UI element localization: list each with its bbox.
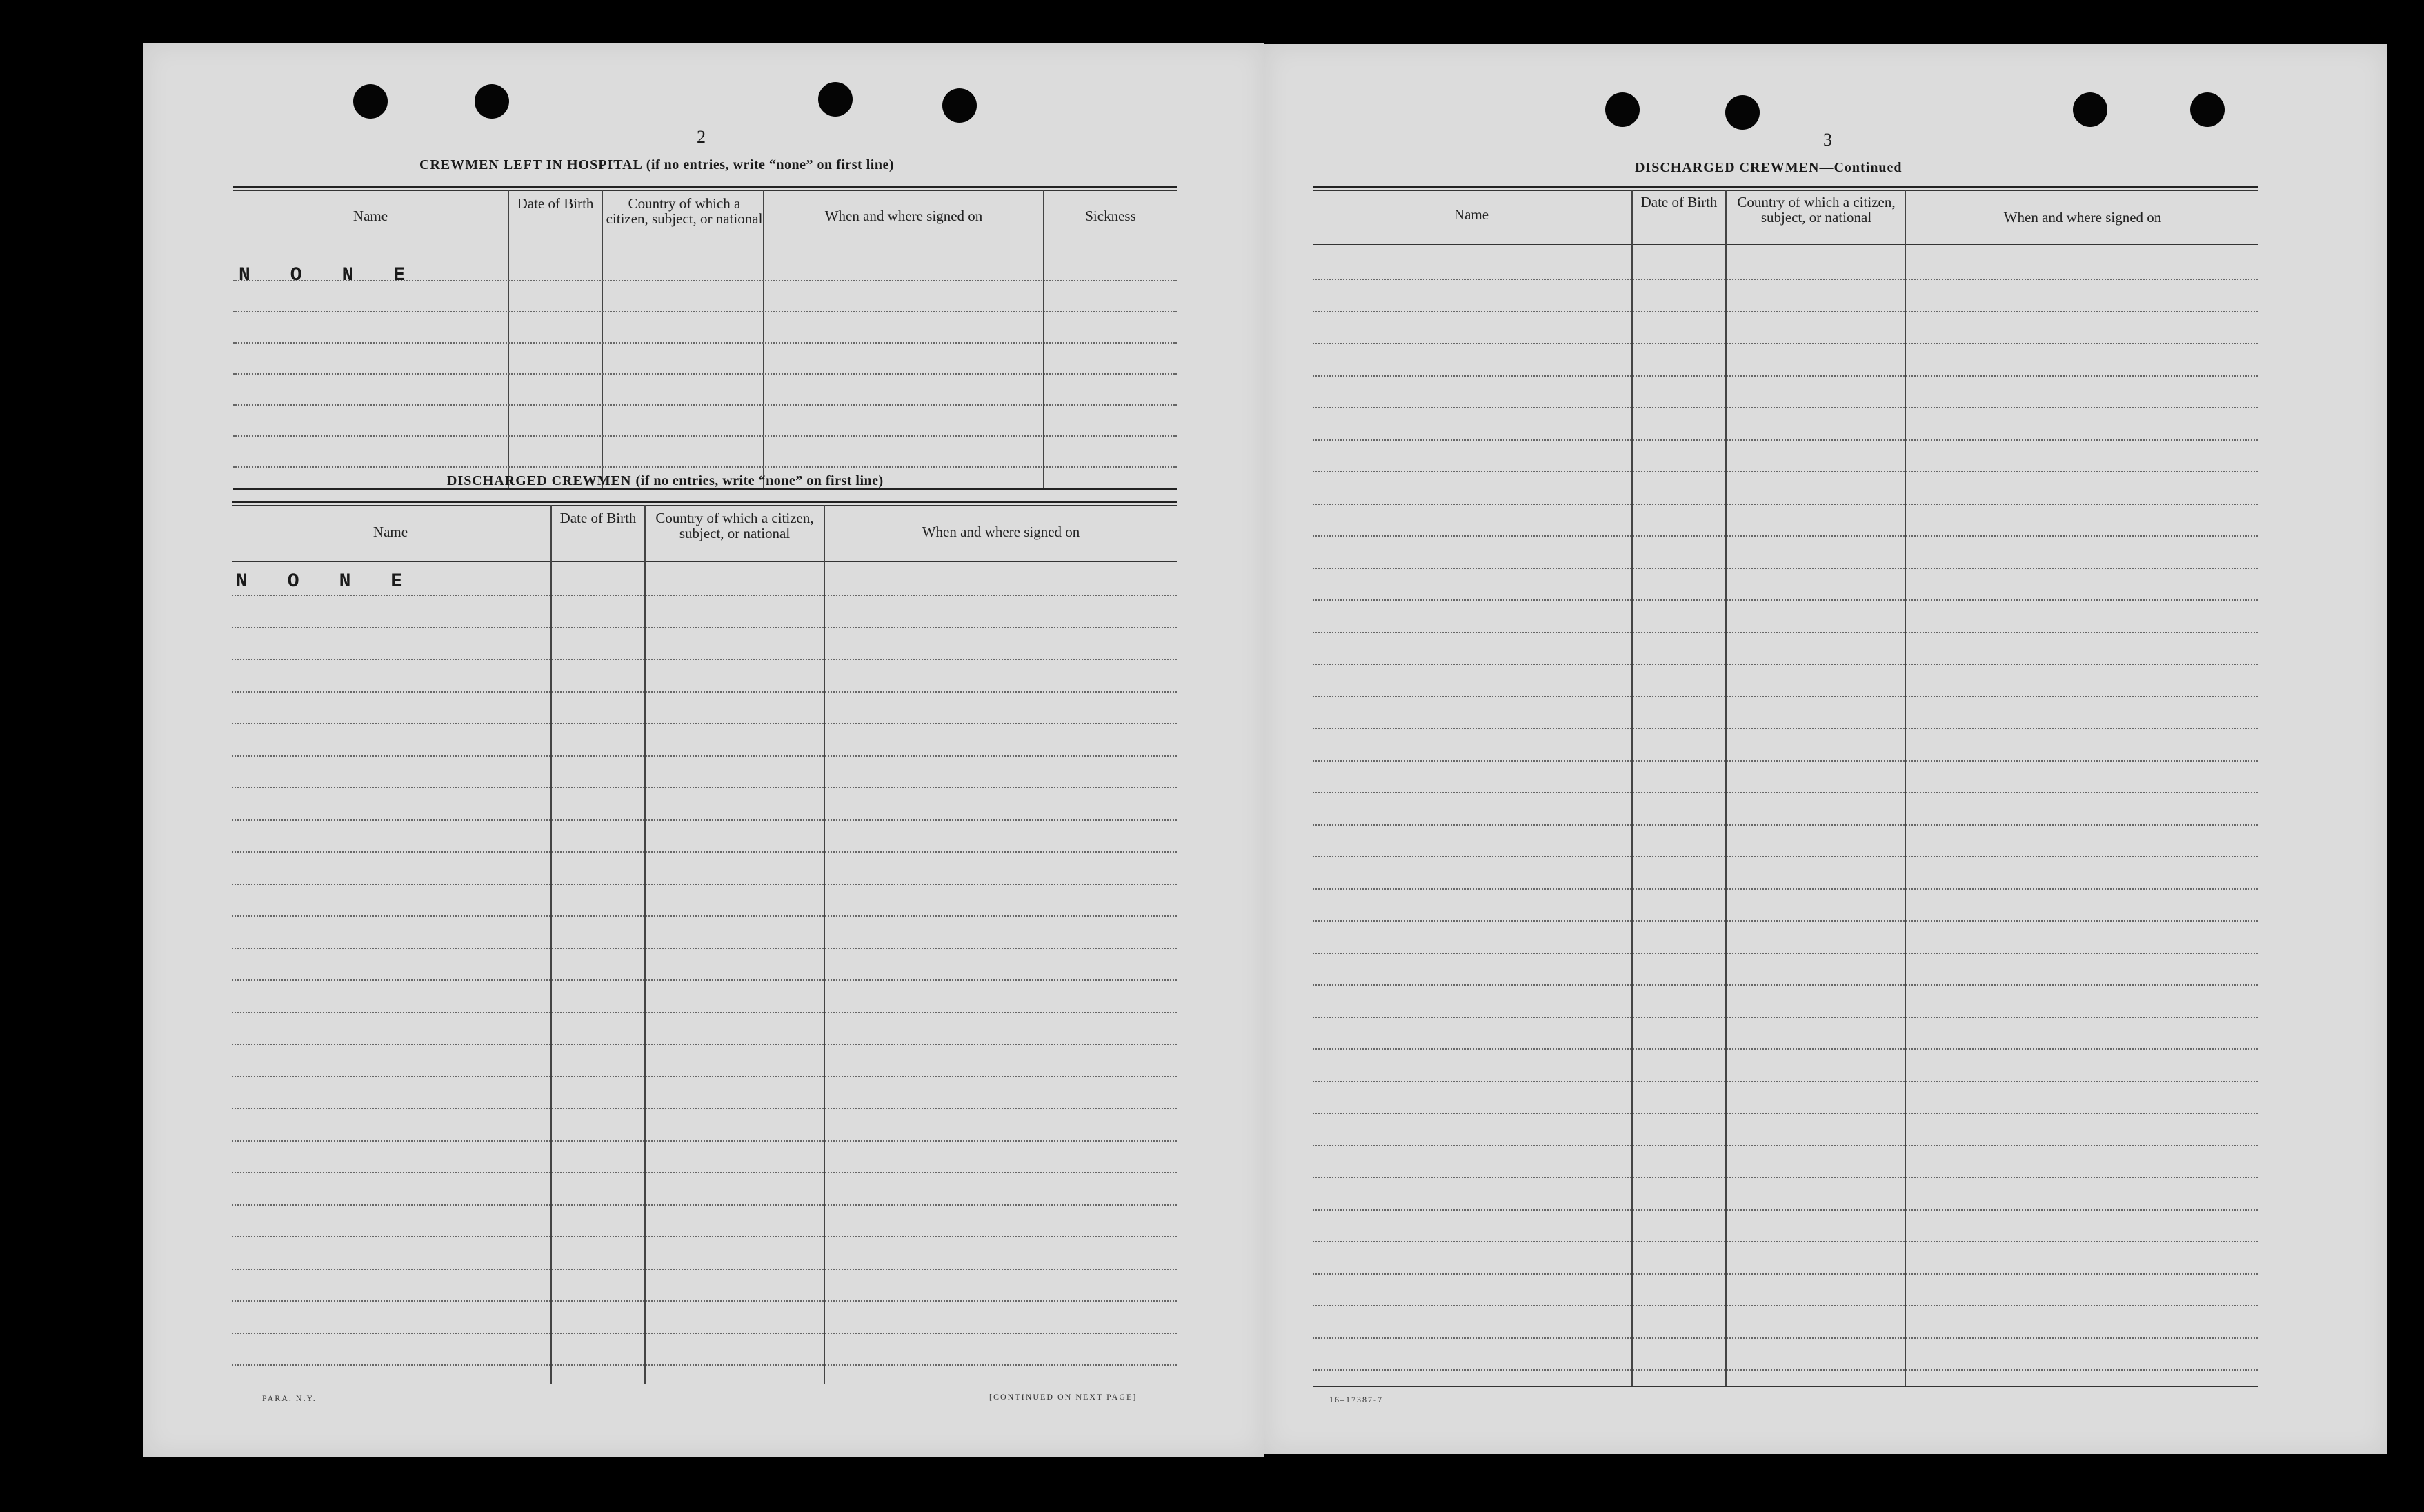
ruled-line bbox=[232, 595, 1177, 596]
ruled-line bbox=[1313, 1369, 2258, 1371]
ruled-line bbox=[1313, 1177, 2258, 1178]
ruled-line bbox=[232, 659, 1177, 660]
col-header-signed-on: When and where signed on bbox=[824, 208, 983, 224]
col-header-name: Name bbox=[352, 208, 388, 224]
discharged-section-heading bbox=[447, 473, 884, 489]
footer-printer: PARA. N.Y. bbox=[262, 1393, 317, 1403]
ruled-line bbox=[232, 979, 1177, 981]
ruled-line bbox=[232, 787, 1177, 788]
punch-hole bbox=[475, 84, 509, 119]
ruled-line bbox=[1313, 1209, 2258, 1211]
ruled-line bbox=[1313, 1337, 2258, 1339]
ruled-line bbox=[1313, 1305, 2258, 1306]
col-header-country: Country of which a citizen, subject, or national bbox=[1737, 194, 1896, 226]
discharged-continued-heading: DISCHARGED CREWMEN—Continued bbox=[1635, 160, 1903, 175]
ruled-line bbox=[1313, 375, 2258, 377]
footer-form-number: 16–17387-7 bbox=[1329, 1395, 1383, 1404]
col-header-name: Name bbox=[1453, 206, 1489, 223]
ruled-line bbox=[232, 627, 1177, 628]
discharged-entry-none: NONE bbox=[236, 571, 443, 593]
left-page bbox=[143, 43, 1264, 1457]
col-header-signed-on: When and where signed on bbox=[2003, 209, 2162, 226]
ruled-line bbox=[232, 884, 1177, 885]
ruled-line bbox=[1313, 311, 2258, 312]
page-number: 3 bbox=[1823, 130, 1832, 150]
ruled-line bbox=[232, 1269, 1177, 1270]
table-top-rule bbox=[233, 186, 1177, 188]
ruled-line bbox=[1313, 504, 2258, 505]
ruled-line bbox=[232, 723, 1177, 724]
column-divider bbox=[602, 190, 603, 490]
ruled-line bbox=[232, 1012, 1177, 1013]
ruled-line bbox=[1313, 1241, 2258, 1242]
punch-hole bbox=[2073, 92, 2107, 127]
column-divider bbox=[1725, 190, 1727, 1386]
ruled-line bbox=[232, 851, 1177, 853]
ruled-line bbox=[1313, 1145, 2258, 1146]
ruled-line bbox=[232, 1300, 1177, 1302]
ruled-line bbox=[233, 342, 1177, 344]
page-number: 2 bbox=[697, 127, 706, 147]
ruled-line bbox=[233, 311, 1177, 312]
hospital-section-title: CREWMEN LEFT IN HOSPITAL bbox=[419, 157, 642, 172]
ruled-line bbox=[1313, 471, 2258, 472]
col-header-name: Name bbox=[372, 524, 408, 540]
ruled-line bbox=[1313, 696, 2258, 697]
ruled-line bbox=[1313, 664, 2258, 665]
col-header-date-of-birth: Date of Birth bbox=[559, 510, 637, 526]
ruled-line bbox=[1313, 920, 2258, 922]
ruled-line bbox=[233, 435, 1177, 437]
punch-hole bbox=[2190, 92, 2225, 127]
ruled-line bbox=[232, 915, 1177, 917]
ruled-line bbox=[1313, 632, 2258, 633]
column-divider bbox=[824, 505, 825, 1384]
column-divider bbox=[763, 190, 764, 490]
header-bottom-rule bbox=[232, 561, 1177, 562]
ruled-line bbox=[1313, 1081, 2258, 1082]
hospital-section-instruction: (if no entries, write “none” on first line) bbox=[646, 157, 894, 172]
ruled-line bbox=[1313, 728, 2258, 729]
footer-continued: [CONTINUED ON NEXT PAGE] bbox=[989, 1392, 1138, 1402]
ruled-line bbox=[1313, 953, 2258, 954]
ruled-line bbox=[232, 1140, 1177, 1142]
column-divider bbox=[508, 190, 509, 490]
ruled-line bbox=[1313, 407, 2258, 408]
col-header-signed-on: When and where signed on bbox=[922, 524, 1080, 540]
table-top-rule bbox=[232, 501, 1177, 503]
ruled-line bbox=[1313, 792, 2258, 793]
ruled-line bbox=[1313, 343, 2258, 344]
discharged-section-instruction: (if no entries, write “none” on first line) bbox=[635, 473, 884, 488]
column-divider bbox=[644, 505, 646, 1384]
ruled-line bbox=[1313, 1048, 2258, 1050]
col-header-date-of-birth: Date of Birth bbox=[1640, 194, 1718, 210]
ruled-line bbox=[1313, 984, 2258, 986]
hospital-section-heading bbox=[419, 157, 894, 173]
ruled-line bbox=[232, 691, 1177, 693]
ruled-line bbox=[232, 948, 1177, 949]
column-divider bbox=[1905, 190, 1906, 1386]
ruled-line bbox=[232, 1333, 1177, 1334]
table-bottom-rule bbox=[1313, 1386, 2258, 1387]
ruled-line bbox=[1313, 856, 2258, 857]
table-top-rule bbox=[1313, 186, 2258, 188]
ruled-line bbox=[232, 1236, 1177, 1237]
ruled-line bbox=[1313, 1017, 2258, 1018]
ruled-line bbox=[232, 1204, 1177, 1206]
punch-hole bbox=[818, 82, 853, 117]
ruled-line bbox=[1313, 1113, 2258, 1114]
table-top-rule bbox=[1313, 190, 2258, 191]
ruled-line bbox=[1313, 439, 2258, 441]
hospital-entry-none: NONE bbox=[239, 265, 446, 286]
ruled-line bbox=[232, 819, 1177, 821]
column-divider bbox=[1631, 190, 1633, 1386]
ruled-line bbox=[1313, 568, 2258, 569]
ruled-line bbox=[1313, 888, 2258, 890]
punch-hole bbox=[1605, 92, 1640, 127]
ruled-line bbox=[1313, 279, 2258, 280]
ruled-line bbox=[233, 373, 1177, 375]
col-header-sickness: Sickness bbox=[1085, 208, 1136, 224]
column-divider bbox=[1043, 190, 1044, 490]
col-header-country: Country of which a citizen, subject, or national bbox=[606, 195, 763, 227]
punch-hole bbox=[353, 84, 388, 119]
table-top-rule bbox=[232, 505, 1177, 506]
discharged-section-title: DISCHARGED CREWMEN bbox=[447, 473, 632, 488]
ruled-line bbox=[1313, 760, 2258, 762]
ruled-line bbox=[1313, 824, 2258, 826]
column-divider bbox=[550, 505, 552, 1384]
punch-hole bbox=[942, 88, 977, 123]
ruled-line bbox=[232, 1108, 1177, 1109]
ruled-line bbox=[232, 755, 1177, 757]
ruled-line bbox=[233, 404, 1177, 406]
ruled-line bbox=[233, 466, 1177, 468]
ruled-line bbox=[1313, 535, 2258, 537]
ruled-line bbox=[232, 1172, 1177, 1173]
right-page bbox=[1264, 44, 2387, 1454]
ruled-line bbox=[232, 1364, 1177, 1366]
col-header-date-of-birth: Date of Birth bbox=[517, 195, 594, 212]
ruled-line bbox=[232, 1044, 1177, 1045]
ruled-line bbox=[1313, 1273, 2258, 1275]
punch-hole bbox=[1725, 95, 1760, 130]
col-header-country: Country of which a citizen, subject, or national bbox=[655, 510, 814, 541]
ruled-line bbox=[233, 280, 1177, 281]
ruled-line bbox=[1313, 599, 2258, 601]
table-top-rule bbox=[233, 190, 1177, 191]
header-bottom-rule bbox=[1313, 244, 2258, 245]
ruled-line bbox=[232, 1076, 1177, 1077]
